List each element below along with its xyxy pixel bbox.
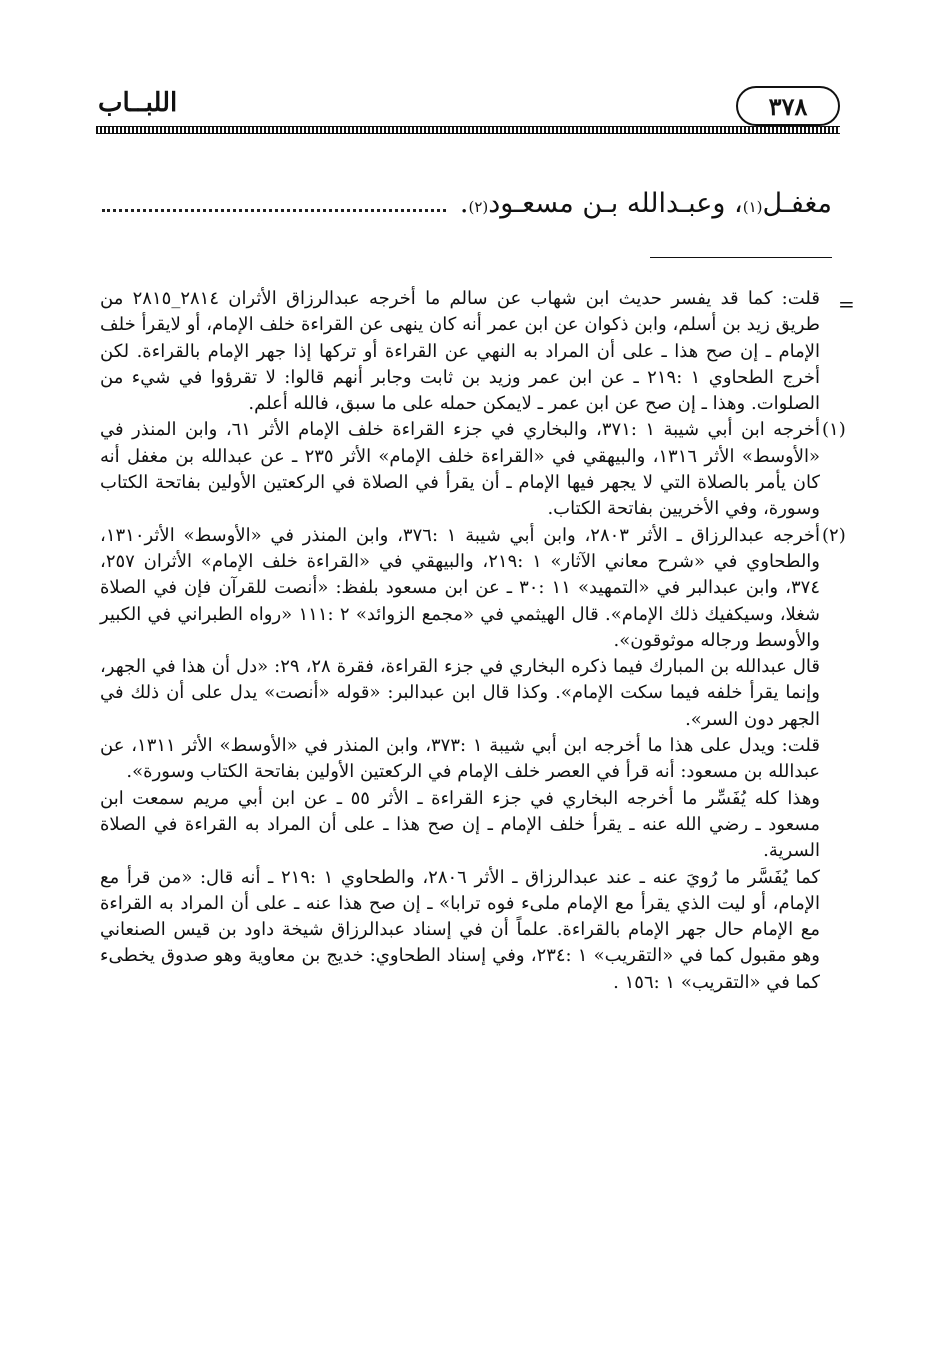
footnote-number-2: (٢): [822, 524, 846, 546]
commentary-paragraph-final: كما يُفَسَّر ما رُويَ عنه ـ عند عبدالرزاق ـ الأثر ٢٨٠٦، والطحاوي ١ :٢١٩ ـ أنه قال: «من قرأ مع الإمام، أو ليت الذي يقرأ مع الإمام ملىء فوه ترابا» ـ إن صح هذا عنه ـ على أن المراد به القراءة مع الإمام حال جهر الإمام بالقراءة. علماً أن في إسناد عبدالرزاق شيخة داود بن قيس الصنعاني وهو مقبول كما في «التقريب» ١ :٢٣٤، وفي إسناد الطحاوي: خديج بن معاوية وهو صدوق يخطىء كما في «التقريب» ١ :١٥٦ .: [100, 866, 820, 993]
main-text-part-3: .: [459, 188, 469, 219]
footnote-text-2: أخرجه عبدالرزاق ـ الأثر ٢٨٠٣، وابن أبي شيبة ١ :٣٧٦، وابن المنذر في «الأوسط» الأثر١٣١٠، والطحاوي في «شرح معاني الآثار» ١ :٢١٩، والبيهقي في «القراءة خلف الإمام» الأثران ٢٥٧، ٣٧٤، وابن عبدالبر في «التمهيد» ١١ :٣٠ ـ عن ابن مسعود بلفظ: «أنصت للقرآن فإن في الصلاة شغلا، وسيكفيك ذلك الإمام». قال الهيثمي في «مجمع الزوائد» ٢ :١١١ «رواه الطبراني في الكبير والأوسط ورجاله موثوقون».: [100, 524, 821, 651]
footnote-separator-rule: [650, 257, 832, 258]
footnote-1: [100, 417, 846, 522]
commentary-body: [100, 286, 846, 996]
footnote-ref-1: (١): [742, 198, 763, 216]
continuation-mark: =: [838, 292, 855, 316]
footnote-2: [100, 523, 846, 654]
main-text-line: [102, 188, 832, 219]
page-number-badge: ٣٧٨: [736, 86, 840, 126]
main-text-part-2: ، وعبـدالله بـن مسعـود: [488, 188, 743, 219]
commentary-paragraph-qult: قلت: ويدل على هذا ما أخرجه ابن أبي شيبة ١ :٣٧٣، وابن المنذر في «الأوسط» الأثر ١٣١١، عن عبدالله بن مسعود: أنه قرأ في العصر خلف الإمام في الركعتين الأولين بفاتحة الكتاب وسورة».: [100, 735, 820, 783]
running-header-title: اللبــاب: [98, 88, 178, 118]
footnote-number-1: (١): [822, 419, 846, 441]
header-ornamental-rule: [96, 126, 840, 134]
main-text-part-1: مغفـل: [762, 188, 832, 219]
commentary-paragraph-ibn-mubarak: قال عبدالله بن المبارك فيما ذكره البخاري في جزء القراءة، فقرة ٢٨، ٢٩: «دل أن هذا في الجهر، وإنما يقرأ خلفه فيما سكت الإمام». وكذا قال ابن عبدالبر: «قوله «أنصت» يدل على أن ذلك في الجهر دون السر».: [100, 656, 821, 730]
dotted-leader: [102, 195, 446, 212]
footnote-text-1: أخرجه ابن أبي شيبة ١ :٣٧١، والبخاري في جزء القراءة خلف الإمام الأثر ٦١، وابن المنذر في «الأوسط» الأثر ١٣١٦، والبيهقي في «القراءة خلف الإمام» الأثر ٢٣٥ ـ عن عبدالله بن مغفل أنه كان يأمر بالصلاة التي لا يجهر فيها الإمام ـ أن يقرأ في الصلاة في الركعتين الأولين بفاتحة الكتاب وسورة، وفي الأخريين بفاتحة الكتاب.: [100, 419, 821, 520]
commentary-paragraph-tafsir: وهذا كله يُفَسِّر ما أخرجه البخاري في جزء القراءة ـ الأثر ٥٥ ـ عن ابن أبي مريم سمعت ابن مسعود ـ رضي الله عنه ـ يقرأ خلف الإمام ـ إن صح هذا ـ على أن المراد به القراءة في الصلاة السرية.: [100, 787, 820, 862]
commentary-paragraph: قلت: كما قد يفسر حديث ابن شهاب عن سالم ما أخرجه عبدالرزاق الأثران ٢٨١٤_٢٨١٥ من طريق زيد بن أسلم، وابن ذكوان عن ابن عمر أنه كان ينهى عن القراءة خلف الإمام، أو لايقرأ خلف الإمام ـ إن صح هذا ـ على أن المراد به النهي عن القراءة أو تركها إذا جهر الإمام بالقراءة. لكن أخرج الطحاوي ١ :٢١٩ ـ عن ابن عمر وزيد بن ثابت وجابر أنهم قالوا: لا تقرؤوا في شيء من الصلوات. وهذا ـ إن صح عن ابن عمر ـ لايمكن حمله على ما سبق، فالله أعلم.: [100, 288, 820, 415]
footnote-ref-2: (٢): [468, 198, 489, 216]
